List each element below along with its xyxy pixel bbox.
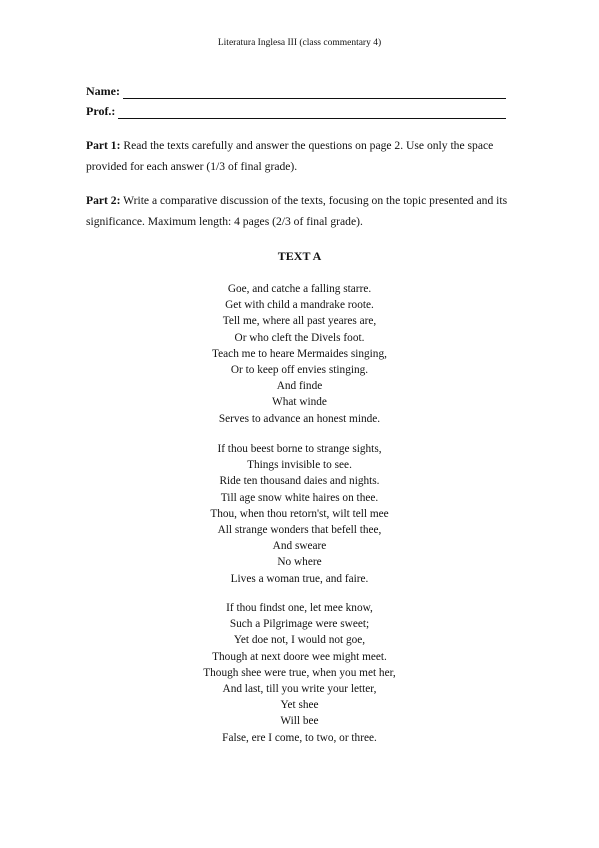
prof-field (86, 104, 506, 119)
poem-stanza-3 (0, 600, 599, 746)
poem-line: Things invisible to see. (247, 459, 352, 472)
poem-line: If thou findst one, let mee know, (226, 602, 373, 614)
part1-paragraph (86, 135, 516, 177)
name-blank-line (123, 86, 506, 99)
poem-line: Yet doe not, I would not goe, (233, 634, 366, 647)
poem-line: And finde (276, 380, 323, 393)
poem-line: Though at next doore wee might meet. (212, 650, 387, 663)
poem-line: Ride ten thousand daies and nights. (219, 475, 380, 488)
poem-stanza-1 (0, 281, 599, 427)
poem-line: What winde (272, 396, 327, 409)
poem-line: All strange wonders that befell thee, (217, 524, 382, 537)
part1-text: Read the texts carefully and answer the questions on page 2. Use only the space provided for each answer (1/3 of final grade). (86, 139, 494, 173)
poem-line: False, ere I come, to two, or three. (222, 731, 377, 744)
part2-text: Write a comparative discussion of the texts, focusing on the topic presented and its significance. Maximum length: 4 pages (2/3 of final grade). (86, 194, 508, 228)
poem-line: Get with child a mandrake roote. (225, 299, 374, 312)
poem-line: Goe, and catche a falling starre. (227, 283, 372, 295)
prof-label: Prof.: (86, 104, 116, 118)
poem-line: Tell me, where all past yeares are, (222, 315, 377, 328)
prof-blank-line (118, 106, 506, 119)
name-label: Name: (86, 84, 120, 98)
poem-line: Teach me to heare Mermaides singing, (212, 347, 387, 360)
poem-line: Or who cleft the Divels foot. (234, 331, 365, 344)
poem-stanza-2 (0, 441, 599, 587)
poem-line: Lives a woman true, and faire. (230, 572, 369, 585)
poem-line: If thou beest borne to strange sights, (217, 443, 382, 455)
poem-line: And last, till you write your letter, (222, 683, 377, 696)
poem-line: And sweare (272, 540, 327, 553)
poem-line: Will bee (280, 715, 319, 728)
poem-line: Or to keep off envies stinging. (230, 364, 369, 377)
part2-paragraph (86, 190, 516, 232)
poem-line: Thou, when thou retorn'st, wilt tell mee (210, 507, 389, 520)
text-title: TEXT A (277, 249, 322, 263)
poem-line: Yet shee (280, 699, 319, 712)
poem-line: Such a Pilgrimage were sweet; (229, 618, 370, 631)
part2-label: Part 2: (86, 194, 121, 207)
poem-line: No where (277, 556, 322, 569)
poem-line: Serves to advance an honest minde. (218, 412, 381, 425)
name-field (86, 84, 506, 99)
poem-line: Though shee were true, when you met her, (203, 666, 396, 679)
page-header: Literatura Inglesa III (class commentary 4) (217, 38, 382, 48)
poem-line: Till age snow white haires on thee. (220, 491, 379, 504)
part1-label: Part 1: (86, 139, 121, 152)
